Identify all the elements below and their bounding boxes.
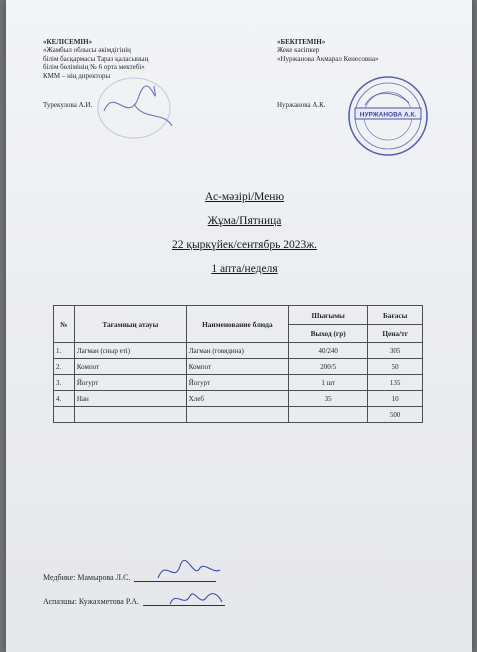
title-menu: Ас-мәзірі/Меню: [204, 191, 285, 203]
total-empty-1: [54, 407, 75, 423]
cook-label: Аспазшы: Кужахметова Р.А.: [43, 597, 140, 606]
row-num: 1.: [54, 343, 75, 359]
header-name-ru: Наименование блюда: [186, 306, 288, 343]
total-price: 500: [368, 407, 423, 423]
document-page: [6, 0, 472, 652]
left-line-2: білім басқармасы Тараз қаласының: [43, 54, 149, 63]
table-header-row: [54, 306, 423, 325]
row-num: 3.: [54, 375, 75, 391]
row-name-kz: Компот: [74, 359, 186, 375]
row-name-ru: Йогурт: [186, 375, 288, 391]
approved-heading: «БЕКІТЕМІН»: [277, 38, 326, 46]
row-name-ru: Компот: [186, 359, 288, 375]
agreed-heading: «КЕЛІСЕМІН»: [43, 38, 93, 46]
left-line-3: білім бөлімінің № 6 орта мектебі»: [43, 63, 145, 72]
row-output: 40/240: [288, 343, 367, 359]
left-line-4: КММ – нің директоры: [43, 71, 111, 80]
row-price: 10: [368, 391, 423, 407]
header-price-ru: Цена/тг: [368, 325, 423, 343]
table-row: [54, 391, 423, 407]
right-line-2: «Нуржанова Акмарал Кенесовна»: [277, 54, 379, 63]
menu-title: [6, 190, 477, 286]
left-signer-name: Турекулова А.И.: [43, 101, 93, 109]
menu-table: [53, 305, 423, 423]
header-price-kz: Бағасы: [368, 306, 423, 325]
left-signature-stamp: [94, 66, 184, 146]
row-num: 4.: [54, 391, 75, 407]
table-total-row: [54, 407, 423, 423]
row-output: 200/5: [288, 359, 367, 375]
row-num: 2.: [54, 359, 75, 375]
total-empty-4: [288, 407, 367, 423]
row-name-kz: Лагман (сиыр еті): [74, 343, 186, 359]
row-name-ru: Хлеб: [186, 391, 288, 407]
cook-signature: [166, 584, 226, 612]
header-num: №: [54, 306, 75, 343]
table-row: [54, 359, 423, 375]
total-empty-2: [74, 407, 186, 423]
left-line-1: «Жамбыл облысы әкімдігінің: [43, 46, 131, 55]
header-output-kz: Шығымы: [288, 306, 367, 325]
approval-block-right: [277, 38, 447, 63]
round-stamp-seal: [347, 75, 429, 157]
total-empty-3: [186, 407, 288, 423]
header-output-ru: Выход (гр): [288, 325, 367, 343]
nurse-signature: [154, 556, 224, 586]
right-line-1: Жеке кәсіпкер: [277, 46, 320, 55]
header-name-kz: Тағамның атауы: [74, 306, 186, 343]
row-output: 1 шт: [288, 375, 367, 391]
row-price: 50: [368, 359, 423, 375]
row-price: 135: [368, 375, 423, 391]
table-row: [54, 343, 423, 359]
title-week: 1 апта/неделя: [211, 263, 278, 275]
row-name-kz: Йогурт: [74, 375, 186, 391]
stamp-text: НУРЖАНОВА А.К.: [359, 111, 417, 119]
table-row: [54, 375, 423, 391]
row-price: 305: [368, 343, 423, 359]
right-signer-name: Нуржанова А.К.: [277, 101, 326, 109]
row-output: 35: [288, 391, 367, 407]
row-name-kz: Нан: [74, 391, 186, 407]
title-date: 22 қыркүйек/сентябрь 2023ж.: [171, 239, 318, 251]
row-name-ru: Лагман (говядина): [186, 343, 288, 359]
title-day: Жұма/Пятница: [207, 215, 282, 227]
nurse-label: Медбике: Мамырова Л.С.: [43, 573, 131, 582]
